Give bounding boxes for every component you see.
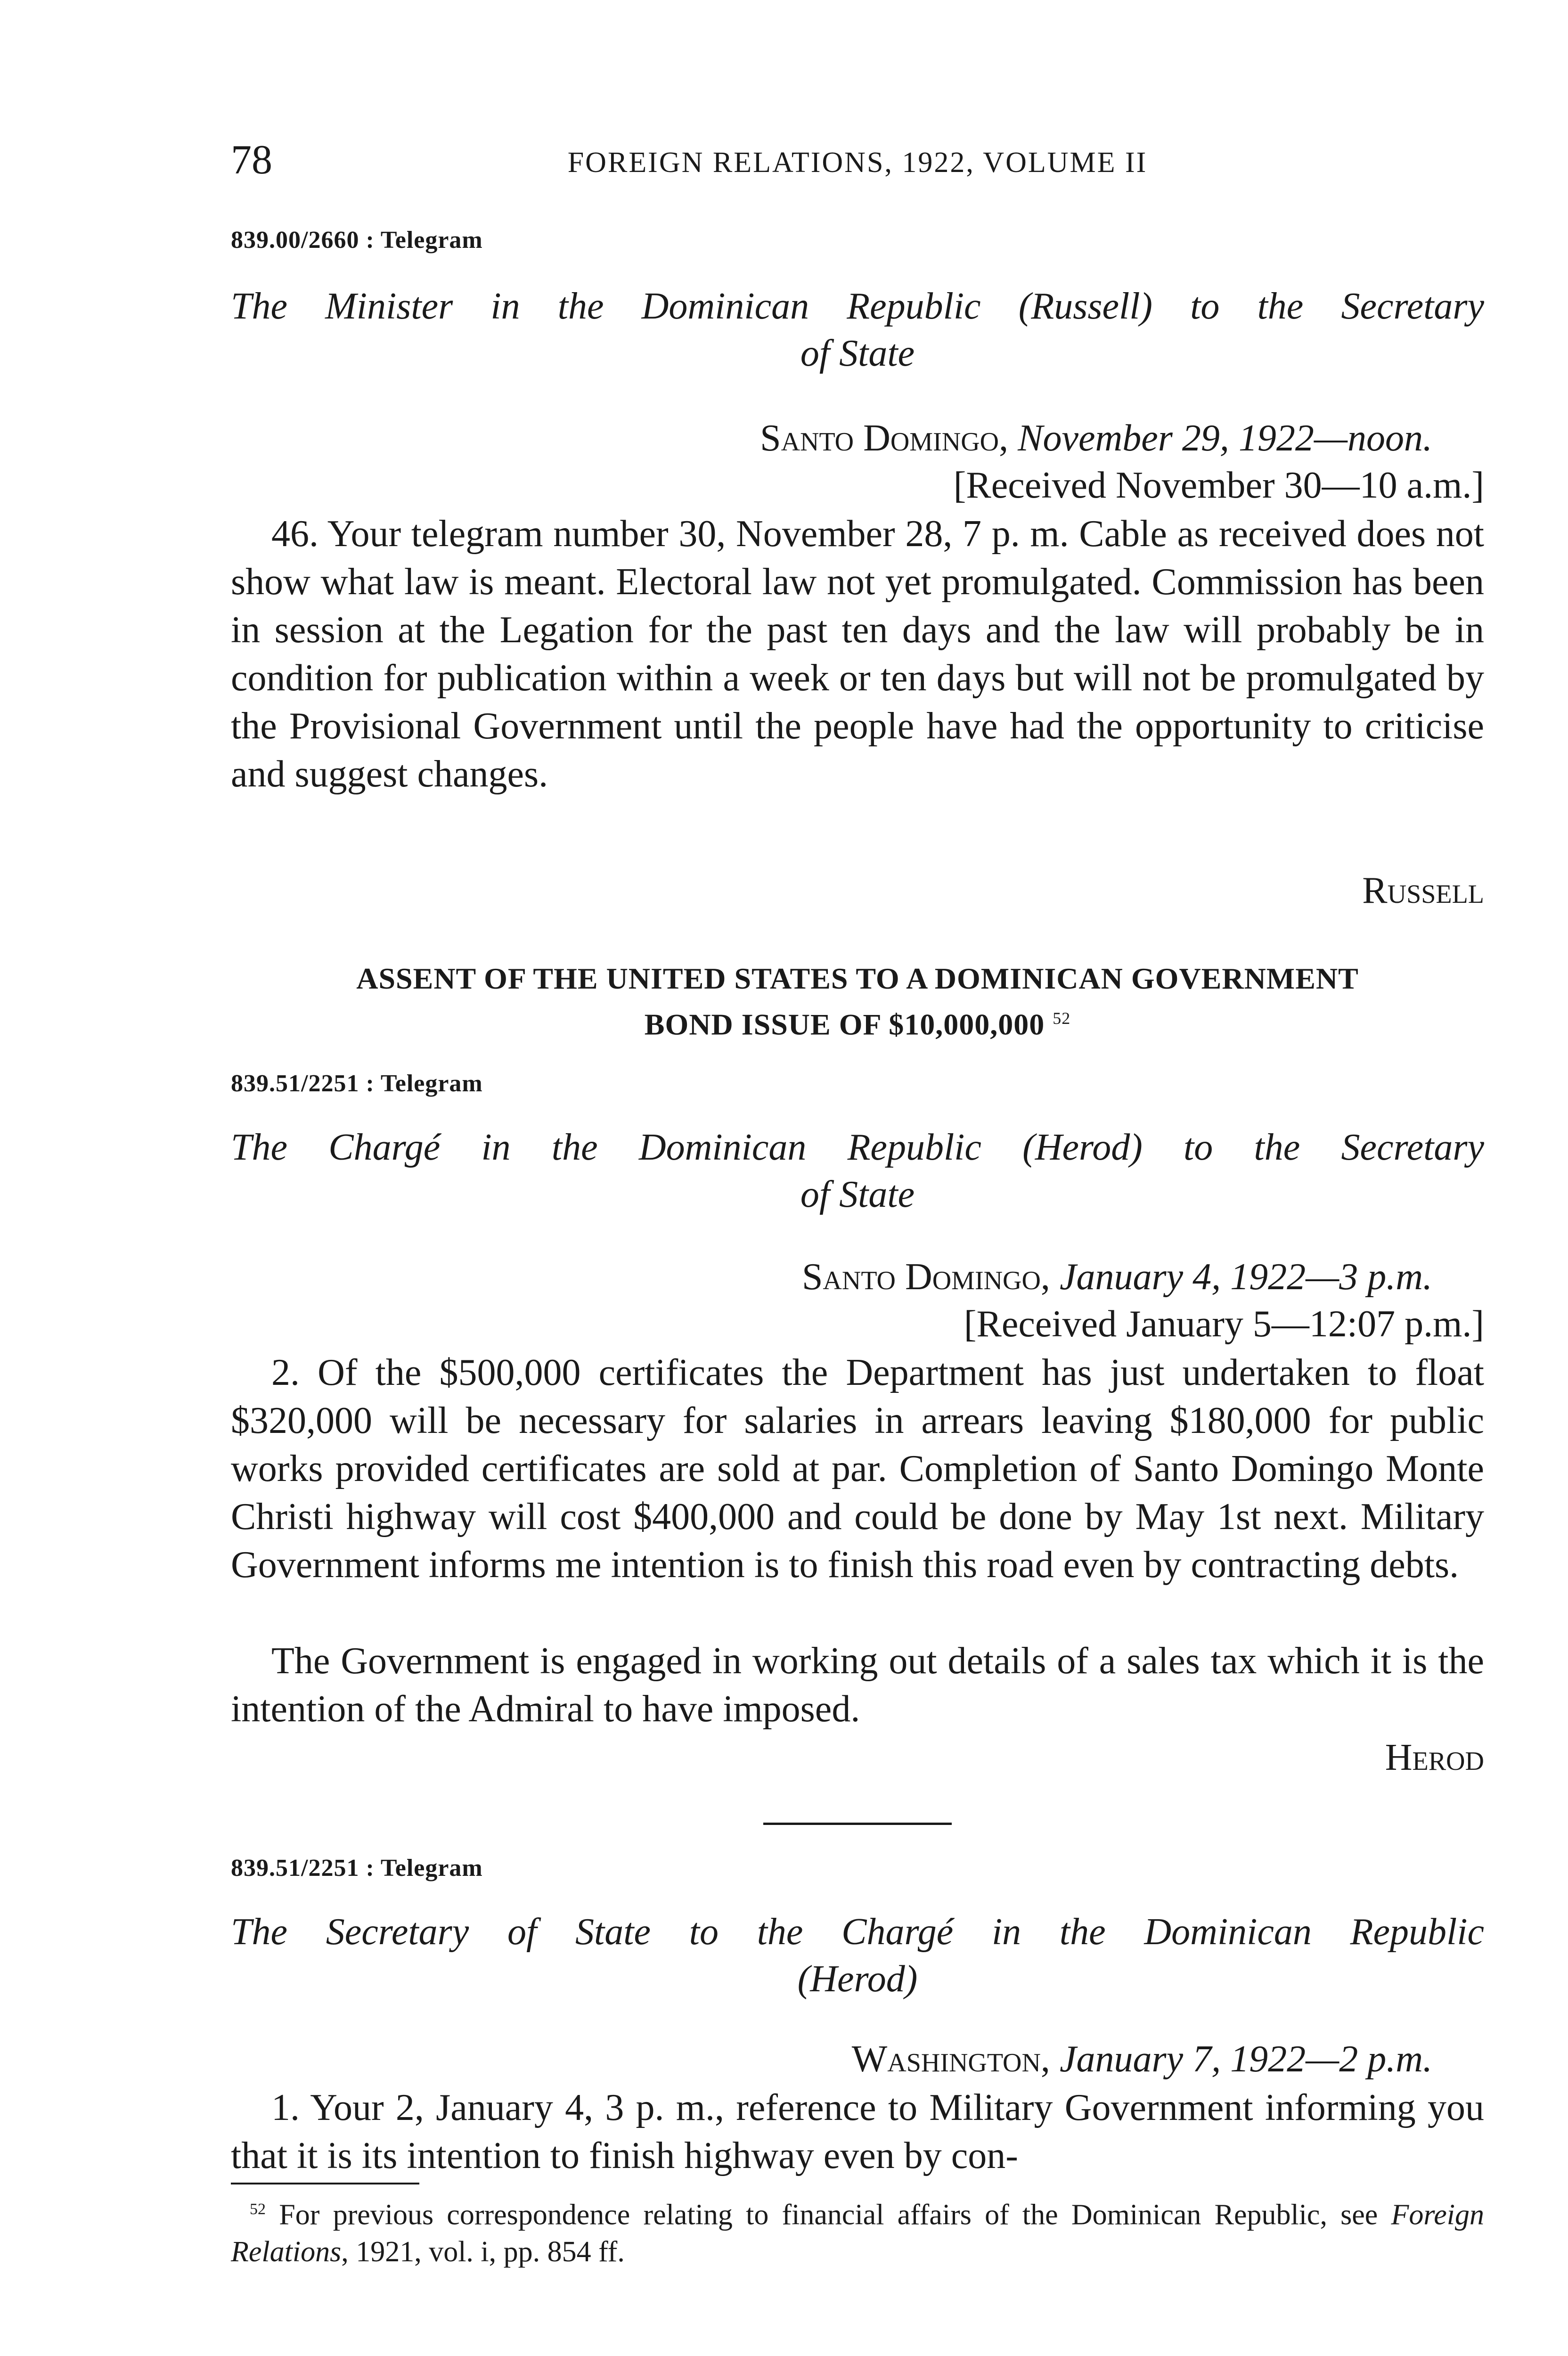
section-heading	[231, 959, 1484, 1044]
section-heading-line: ASSENT OF THE UNITED STATES TO A DOMINICAN GOVERNMENT	[356, 962, 1359, 995]
document-title-line: The Secretary of State to the Chargé in the Dominican Republic	[231, 1911, 1484, 1953]
file-reference: 839.51/2251 : Telegram	[231, 1070, 483, 1097]
dateline-date: November 29, 1922—noon.	[1018, 417, 1432, 459]
dateline	[852, 2036, 1432, 2083]
document-title-line: The Minister in the Dominican Republic (Russell) to the Secretary	[231, 286, 1484, 327]
signature: Herod	[1385, 1737, 1484, 1778]
section-heading-text: BOND ISSUE OF $10,000,000	[644, 1007, 1045, 1041]
file-reference: 839.51/2251 : Telegram	[231, 1855, 483, 1882]
document-title-line: of State	[800, 1174, 915, 1215]
telegram-body: 46. Your telegram number 30, November 28, 7 p. m. Cable as received does not show what law is meant. Electoral law not yet promulgated. Commission has been in session at the Legation for the past ten days and the law will probably be in condition for publication within a week or ten days but will not be promulgated by the Provisional Government until the people have had the opportunity to criticise and suggest changes.	[231, 513, 1484, 795]
footnote-divider	[231, 2183, 419, 2184]
telegram-body: The Government is engaged in working out details of a sales tax which it is the intention of the Admiral to have imposed.	[231, 1640, 1484, 1730]
running-title: FOREIGN RELATIONS, 1922, VOLUME II	[567, 147, 1148, 179]
document-title	[231, 1124, 1484, 1218]
dateline-place: Santo Domingo,	[801, 1256, 1050, 1298]
footnote-mark: 52	[250, 2201, 266, 2218]
page-number: 78	[231, 137, 272, 183]
telegram-body: 2. Of the $500,000 certificates the Department has just undertaken to float $320,000 will be necessary for salaries in arrears leaving $180,000 for public works provided certificates are sold at par. Completion of Santo Domingo Monte Christi highway will cost $400,000 and could be done by May 1st next. Military Government informs me intention is to finish this road even by contracting debts.	[231, 1352, 1484, 1586]
document-title-line: The Chargé in the Dominican Republic (Herod) to the Secretary	[231, 1127, 1484, 1168]
signature: Russell	[1362, 870, 1484, 911]
footnote-citation: , 1921, vol. i, pp. 854 ff.	[341, 2235, 625, 2268]
received-note: [Received November 30—10 a.m.]	[953, 465, 1484, 506]
file-reference: 839.00/2660 : Telegram	[231, 227, 483, 254]
dateline-place: Washington,	[851, 2038, 1050, 2080]
section-divider	[763, 1823, 952, 1825]
dateline-place: Santo Domingo,	[760, 417, 1009, 459]
telegram-body: 1. Your 2, January 4, 3 p. m., reference to Military Government informing you that it is its intention to finish highway even by con-	[231, 2087, 1484, 2176]
running-head	[231, 137, 1484, 184]
section-heading-line	[231, 998, 1484, 1044]
received-note: [Received January 5—12:07 p.m.]	[964, 1303, 1484, 1345]
footnote-source-title: Foreign Relations	[231, 2199, 1484, 2268]
dateline-date: January 7, 1922—2 p.m.	[1059, 2038, 1432, 2080]
document-title-line: of State	[800, 333, 915, 374]
dateline	[802, 1253, 1432, 1301]
dateline	[760, 415, 1432, 462]
footnote-reference: 52	[1053, 1009, 1071, 1028]
document-title	[231, 283, 1484, 377]
document-title	[231, 1908, 1484, 2003]
footnote-text: For previous correspondence relating to financial affairs of the Dominican Republic, see	[279, 2199, 1391, 2231]
document-title-line: (Herod)	[797, 1958, 918, 2000]
footnote	[231, 2191, 1484, 2270]
dateline-date: January 4, 1922—3 p.m.	[1059, 1256, 1432, 1298]
